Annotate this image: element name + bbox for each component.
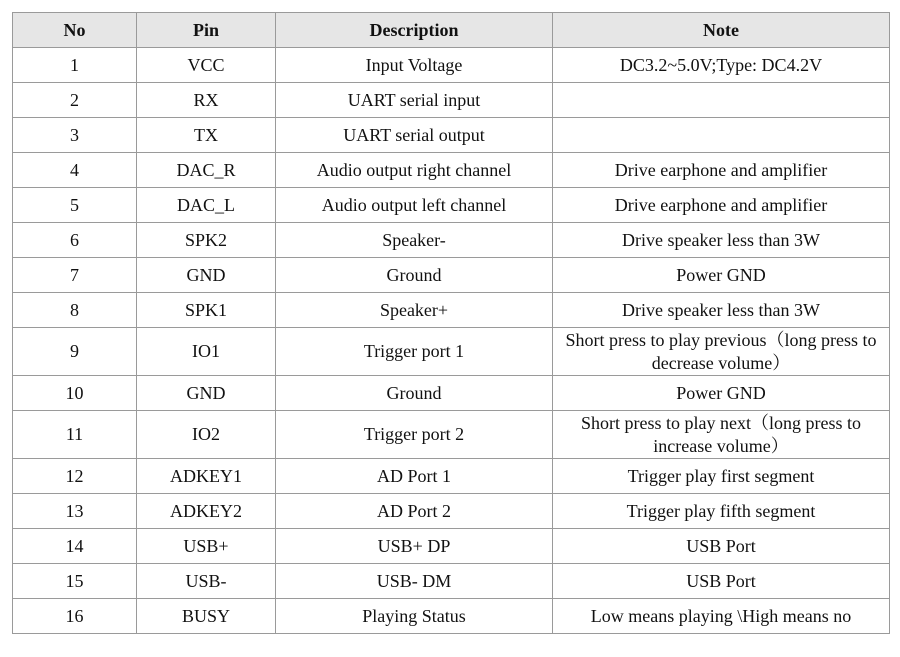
cell-pin: RX <box>137 83 276 118</box>
cell-note: Short press to play next（long press to increase volume） <box>553 411 890 459</box>
cell-no: 14 <box>13 529 137 564</box>
table-row <box>13 529 890 564</box>
cell-pin: SPK2 <box>137 223 276 258</box>
cell-note: Power GND <box>553 376 890 411</box>
cell-note: DC3.2~5.0V;Type: DC4.2V <box>553 48 890 83</box>
cell-no: 8 <box>13 293 137 328</box>
cell-description: Speaker+ <box>276 293 553 328</box>
cell-pin: USB- <box>137 564 276 599</box>
cell-description: Trigger port 1 <box>276 328 553 376</box>
cell-description: Playing Status <box>276 599 553 634</box>
cell-no: 13 <box>13 494 137 529</box>
cell-description: Ground <box>276 376 553 411</box>
cell-note: Low means playing \High means no <box>553 599 890 634</box>
table-row <box>13 459 890 494</box>
table-row <box>13 376 890 411</box>
cell-description: Audio output left channel <box>276 188 553 223</box>
cell-description: Audio output right channel <box>276 153 553 188</box>
header-note: Note <box>553 13 890 48</box>
cell-pin: ADKEY1 <box>137 459 276 494</box>
cell-note: Drive earphone and amplifier <box>553 153 890 188</box>
cell-no: 7 <box>13 258 137 293</box>
cell-description: Input Voltage <box>276 48 553 83</box>
cell-note: Drive speaker less than 3W <box>553 293 890 328</box>
cell-pin: USB+ <box>137 529 276 564</box>
cell-pin: DAC_L <box>137 188 276 223</box>
table-row <box>13 599 890 634</box>
cell-note: Drive earphone and amplifier <box>553 188 890 223</box>
cell-note <box>553 83 890 118</box>
cell-note: USB Port <box>553 564 890 599</box>
cell-note: Trigger play first segment <box>553 459 890 494</box>
cell-description: Speaker- <box>276 223 553 258</box>
table-row <box>13 564 890 599</box>
cell-pin: IO2 <box>137 411 276 459</box>
cell-no: 12 <box>13 459 137 494</box>
header-description: Description <box>276 13 553 48</box>
table-row <box>13 258 890 293</box>
table-row <box>13 328 890 376</box>
pin-description-table <box>12 12 890 634</box>
cell-pin: SPK1 <box>137 293 276 328</box>
cell-description: Trigger port 2 <box>276 411 553 459</box>
cell-no: 5 <box>13 188 137 223</box>
cell-pin: TX <box>137 118 276 153</box>
table-row <box>13 223 890 258</box>
table-row <box>13 83 890 118</box>
cell-no: 10 <box>13 376 137 411</box>
cell-description: USB+ DP <box>276 529 553 564</box>
cell-no: 9 <box>13 328 137 376</box>
cell-no: 2 <box>13 83 137 118</box>
cell-pin: BUSY <box>137 599 276 634</box>
header-row <box>13 13 890 48</box>
cell-no: 6 <box>13 223 137 258</box>
header-no: No <box>13 13 137 48</box>
cell-description: UART serial input <box>276 83 553 118</box>
table-row <box>13 48 890 83</box>
cell-note: Trigger play fifth segment <box>553 494 890 529</box>
table-row <box>13 118 890 153</box>
cell-pin: VCC <box>137 48 276 83</box>
table-row <box>13 153 890 188</box>
cell-no: 4 <box>13 153 137 188</box>
cell-note: Short press to play previous（long press to decrease volume） <box>553 328 890 376</box>
cell-pin: ADKEY2 <box>137 494 276 529</box>
cell-no: 1 <box>13 48 137 83</box>
cell-no: 15 <box>13 564 137 599</box>
table-row <box>13 494 890 529</box>
table-row <box>13 188 890 223</box>
cell-description: AD Port 2 <box>276 494 553 529</box>
cell-description: AD Port 1 <box>276 459 553 494</box>
table-row <box>13 411 890 459</box>
cell-note: Drive speaker less than 3W <box>553 223 890 258</box>
cell-pin: DAC_R <box>137 153 276 188</box>
cell-pin: GND <box>137 376 276 411</box>
cell-pin: GND <box>137 258 276 293</box>
cell-description: Ground <box>276 258 553 293</box>
cell-no: 11 <box>13 411 137 459</box>
header-pin: Pin <box>137 13 276 48</box>
cell-no: 16 <box>13 599 137 634</box>
table-row <box>13 293 890 328</box>
cell-description: USB- DM <box>276 564 553 599</box>
cell-note: Power GND <box>553 258 890 293</box>
cell-no: 3 <box>13 118 137 153</box>
cell-note: USB Port <box>553 529 890 564</box>
cell-pin: IO1 <box>137 328 276 376</box>
cell-note <box>553 118 890 153</box>
cell-description: UART serial output <box>276 118 553 153</box>
